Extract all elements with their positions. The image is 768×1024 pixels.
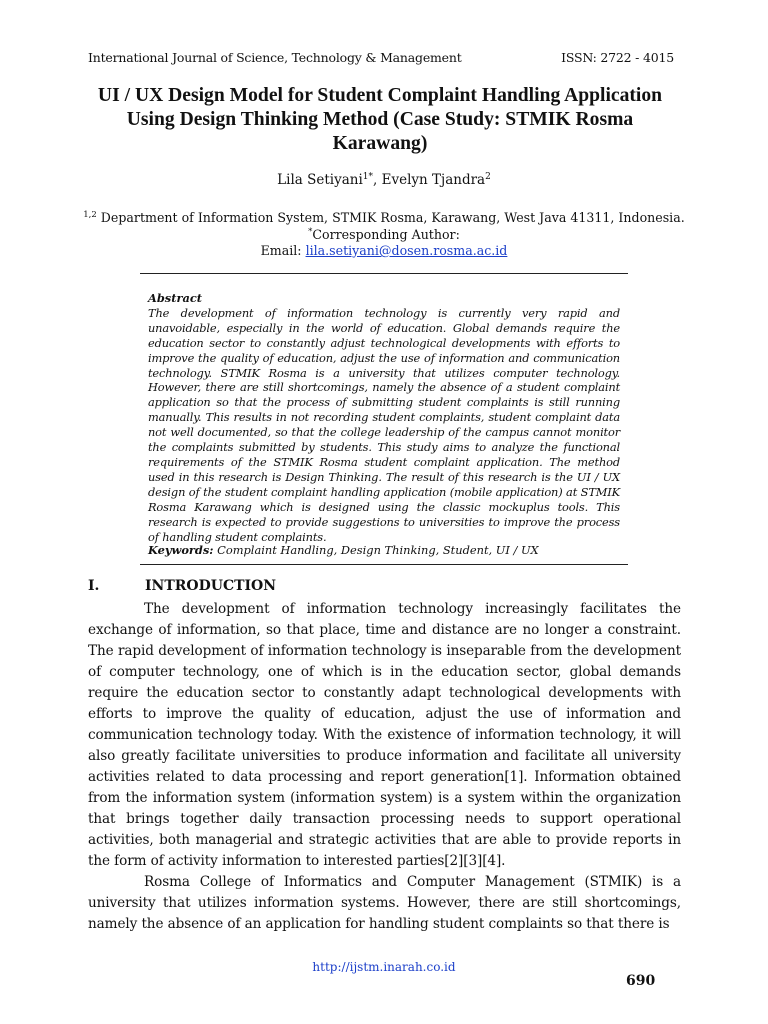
footer-url-text[interactable]: http://ijstm.inarah.co.id bbox=[312, 960, 456, 974]
issn: ISSN: 2722 - 4015 bbox=[561, 50, 674, 65]
paragraph: Rosma College of Informatics and Computer Management (STMIK) is a university that utilizes information systems. However, there are still shortcomings, namely the absence of an application for handling student complaints so that there is bbox=[88, 874, 681, 932]
section-number: I. bbox=[88, 578, 100, 594]
abstract-block bbox=[148, 291, 620, 544]
affiliation-line bbox=[0, 210, 768, 227]
paper-title: UI / UX Design Model for Student Complaint Handling Application Using Design Thinking Method (Case Study: STMIK Rosma Karawang) bbox=[97, 85, 663, 154]
author-affiliation-mark: 2 bbox=[485, 172, 491, 182]
section-heading bbox=[88, 578, 276, 594]
affiliation-block bbox=[0, 210, 768, 260]
section-title: INTRODUCTION bbox=[145, 578, 277, 594]
keywords-label: Keywords: bbox=[148, 543, 214, 557]
author-name: Lila Setiyani bbox=[277, 172, 363, 188]
corresponding-label: Corresponding Author: bbox=[312, 226, 460, 242]
corresponding-line bbox=[0, 227, 768, 244]
page-number: 690 bbox=[626, 973, 656, 989]
paragraph: The development of information technology increasingly facilitates the exchange of information, so that place, time and distance are no longer a constraint. The rapid development of information technology is inseparable from the development of computer technology, one of which is in the education sector, global demands require the education sector to constantly adapt technological developments with efforts to improve the quality of education, adjust the use of information and communication technology today. With the existence of information technology, it will also greatly facilitate universities to produce information and facilitate all university activities related to data processing and report generation[1]. Information obtained from the information system (information system) is a system within the organization that brings together daily transaction processing needs to support operational activities, both managerial and strategic activities that are able to provide reports in the form of activity information to interested parties[2][3][4]. bbox=[88, 601, 681, 869]
abstract-text: The development of information technology is currently very rapid and unavoidable, especially in the world of education. Global demands require the education sector to constantly adjust technological developments with efforts to improve the quality of education, adjust the use of information and communication technology. STMIK Rosma is a university that utilizes computer technology. However, there are still shortcomings, namely the absence of a student complaint application so that the process of submitting student complaints is still running manually. This results in not recording student complaints, student complaint data not well documented, so that the college leadership of the campus cannot monitor the complaints submitted by students. This study aims to analyze the functional requirements of the STMIK Rosma student complaint application. The method used in this research is Design Thinking. The result of this research is the UI / UX design of the student complaint handling application (mobile application) at STMIK Rosma Karawang which is designed using the classic mockuplus tools. This research is expected to provide suggestions to universities to improve the process of handling student complaints. bbox=[148, 305, 620, 544]
affiliation-mark: 1,2 bbox=[83, 210, 97, 220]
affiliation-text: Department of Information System, STMIK Rosma, Karawang, West Java 41311, Indonesia. bbox=[96, 210, 685, 225]
footer-url[interactable] bbox=[0, 960, 768, 974]
journal-name: International Journal of Science, Technology & Management bbox=[88, 50, 462, 65]
corresponding-mark: * bbox=[308, 226, 313, 237]
body-text bbox=[88, 599, 681, 935]
email-line bbox=[0, 243, 768, 260]
abstract-top-rule bbox=[140, 273, 628, 274]
email-link[interactable]: lila.setiyani@dosen.rosma.ac.id bbox=[305, 243, 508, 258]
author-list bbox=[0, 172, 768, 188]
author-name: Evelyn Tjandra bbox=[381, 172, 486, 188]
email-label: Email: bbox=[260, 243, 306, 258]
abstract-bottom-rule bbox=[140, 564, 628, 565]
author-separator: , bbox=[373, 172, 382, 188]
keywords-line bbox=[148, 543, 620, 557]
abstract-heading: Abstract bbox=[148, 291, 203, 305]
author-affiliation-mark: 1* bbox=[362, 172, 374, 182]
keywords-text: Complaint Handling, Design Thinking, Student, UI / UX bbox=[213, 543, 539, 557]
